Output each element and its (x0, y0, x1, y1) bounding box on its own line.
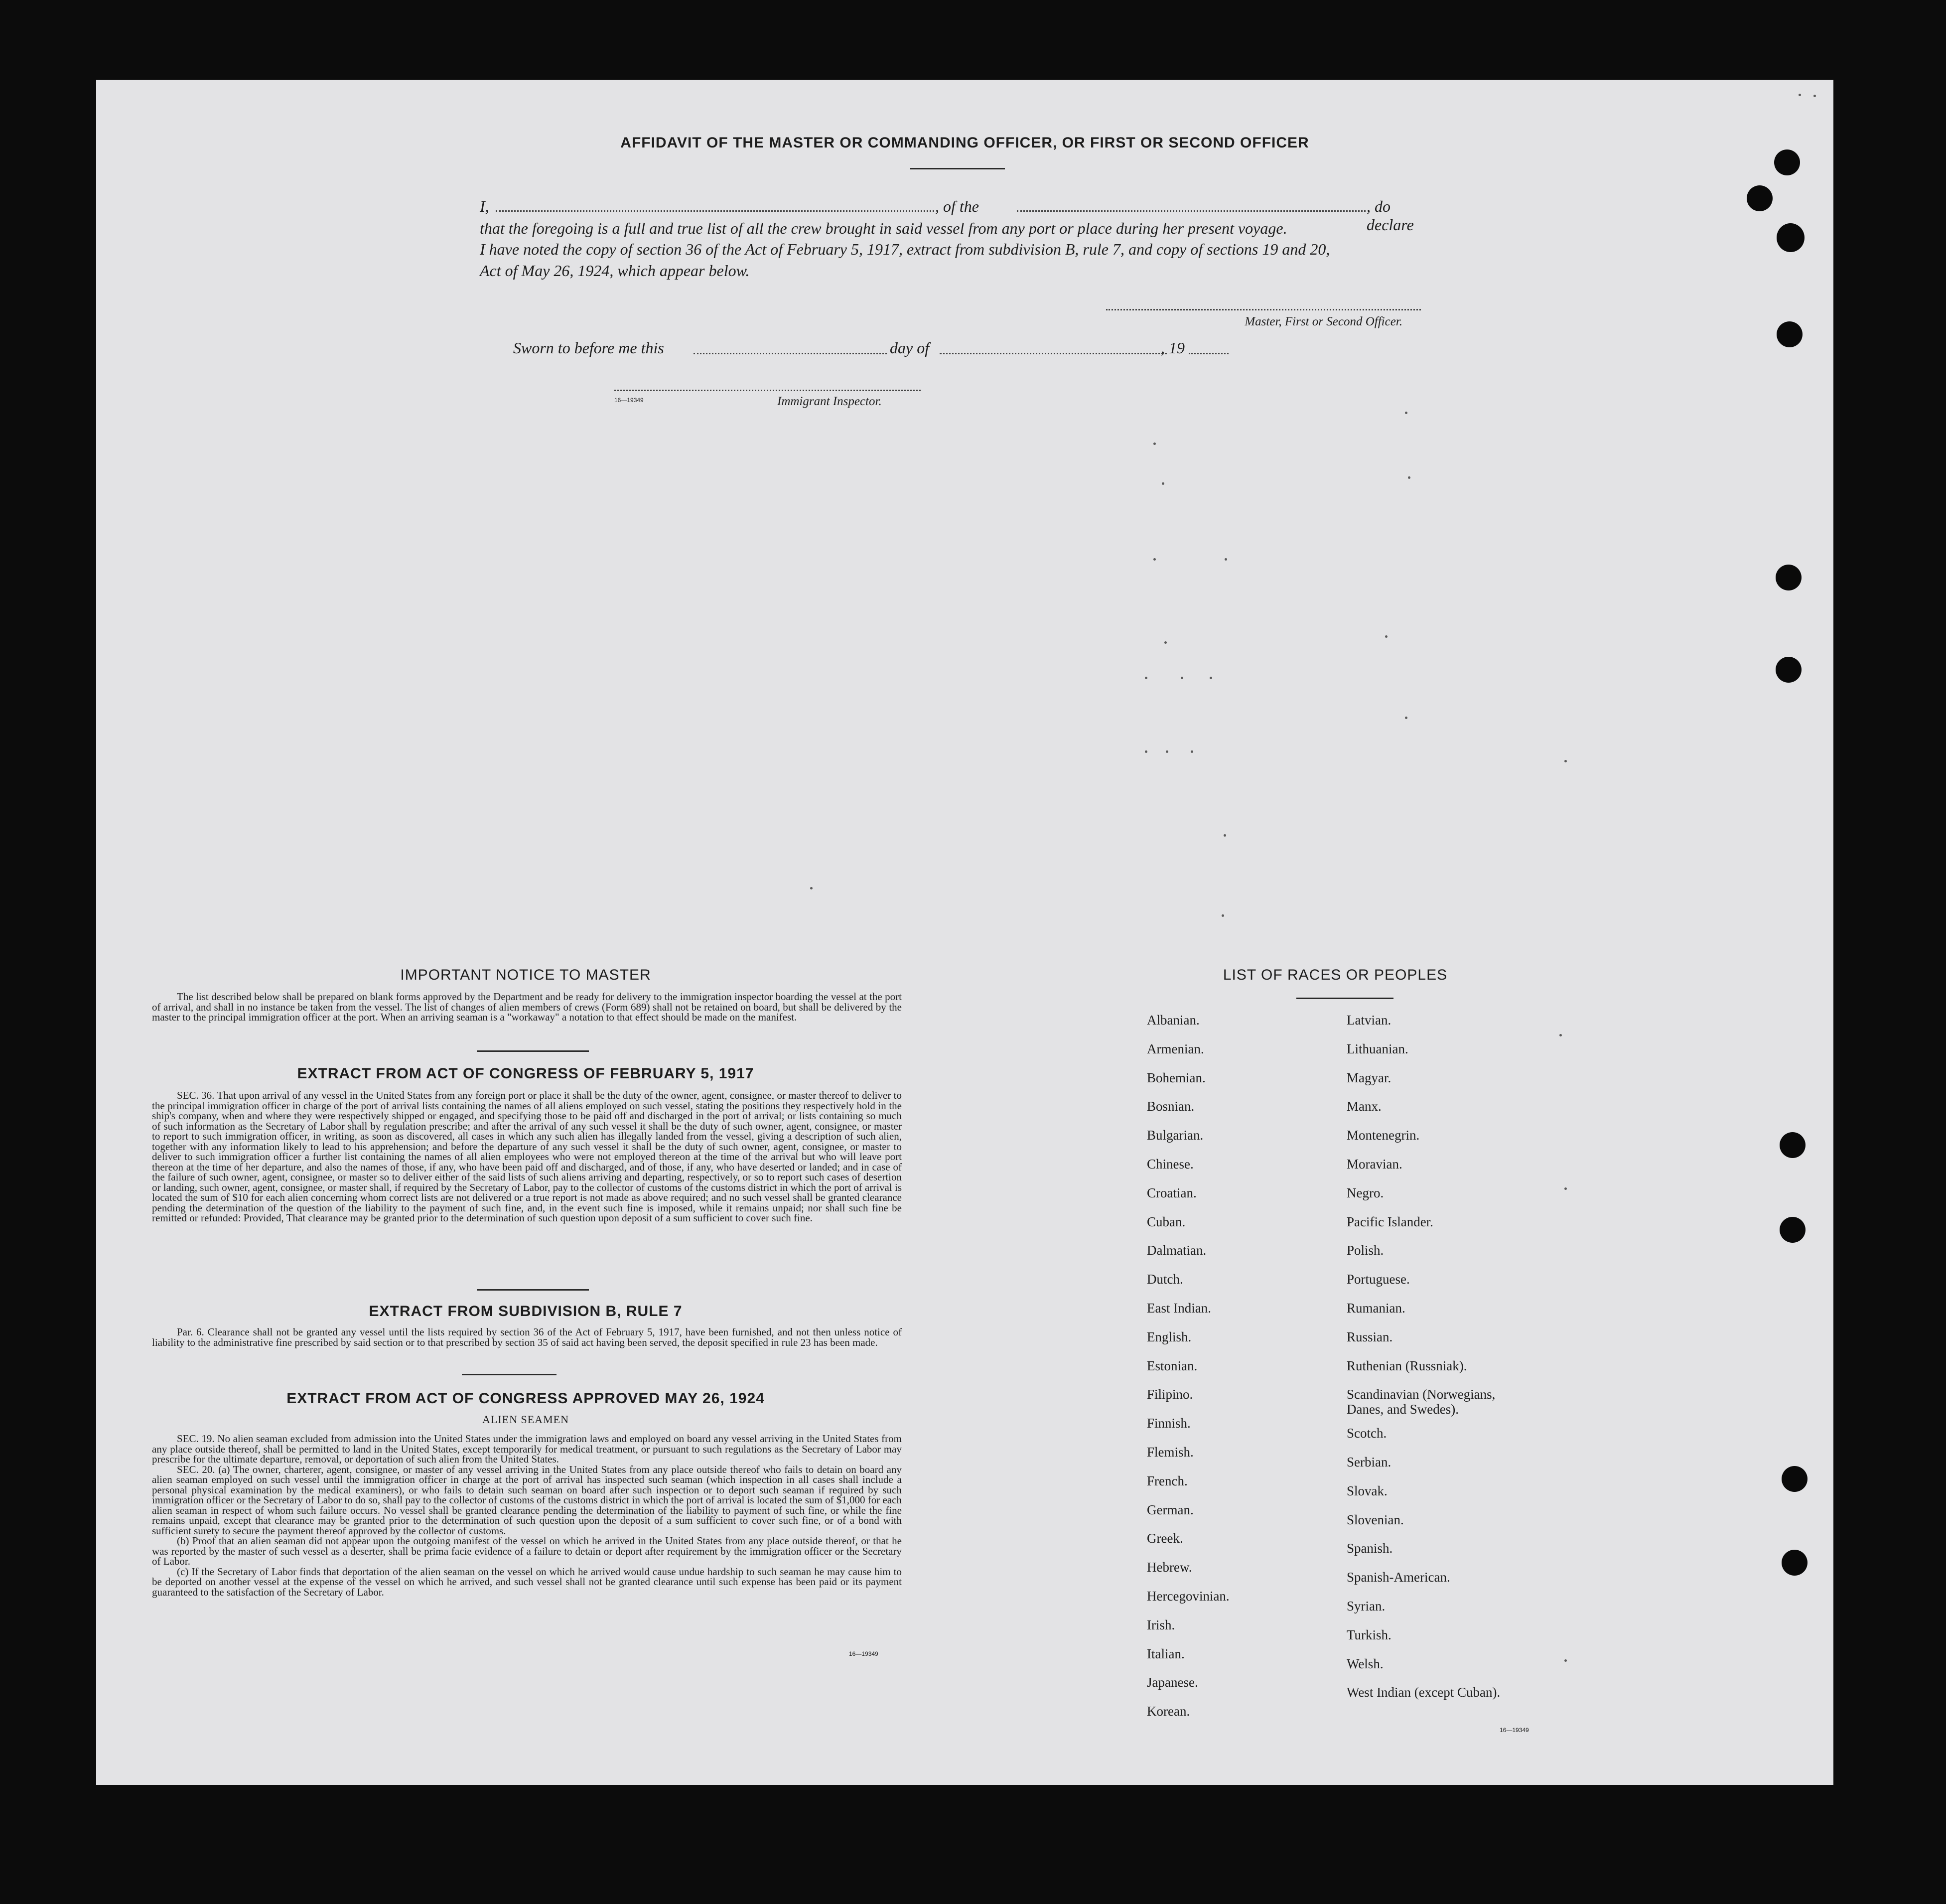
sworn-year-field[interactable] (1189, 353, 1229, 354)
race-item: Syrian. (1347, 1599, 1386, 1613)
race-item: Armenian. (1147, 1041, 1204, 1056)
notice-paragraph: The list described below shall be prepared on blank forms approved by the Department and be ready for delivery to the immigration inspector boarding the vessel at the port of arrival, and shall in no instance be taken from the vessel. The list of changes of alien members of crews (Form 689) shall not be retained on board, but shall be delivered by the master to the principal immigration officer at the port. When an arriving seaman is a "workaway" a notation to that effect should be made on the manifest. (152, 991, 902, 1023)
signature-caption: Master, First or Second Officer. (1245, 315, 1402, 328)
race-item: German. (1147, 1502, 1194, 1517)
race-item: Dalmatian. (1147, 1243, 1207, 1258)
race-item: Negro. (1347, 1185, 1384, 1200)
sworn-day-field[interactable] (694, 353, 887, 354)
subdivision-title: EXTRACT FROM SUBDIVISION B, RULE 7 (369, 1303, 683, 1319)
race-item: Manx. (1347, 1099, 1382, 1114)
race-item: Bohemian. (1147, 1070, 1206, 1085)
extract-1924-title: EXTRACT FROM ACT OF CONGRESS APPROVED MAY 26, 1924 (286, 1390, 765, 1407)
vessel-blank-field[interactable] (1017, 210, 1366, 212)
inspector-signature-field[interactable] (614, 390, 921, 391)
punch-hole (1776, 565, 1802, 590)
race-item: Russian. (1347, 1329, 1393, 1344)
race-item: Latvian. (1347, 1013, 1391, 1027)
form-number-top: 16—19349 (614, 397, 644, 404)
notice-title: IMPORTANT NOTICE TO MASTER (400, 967, 651, 983)
race-item: Ruthenian (Russniak). (1347, 1358, 1467, 1373)
race-item: Finnish. (1147, 1416, 1191, 1431)
form-number-extract: 16—19349 (849, 1650, 878, 1657)
race-item: Albanian. (1147, 1013, 1200, 1027)
section-20b-paragraph: (b) Proof that an alien seaman did not appear upon the outgoing manifest of the vessel on which he arrived in the United States from any place outside thereof, or that he was reported by the master of such vessel as a deserter, shall be prima facie evidence of a failure to detain or deport after requirement by the immigration officer or the Secretary of Labor. (152, 1535, 902, 1567)
race-item: Bulgarian. (1147, 1128, 1204, 1143)
punch-hole (1777, 321, 1803, 347)
notice-text (152, 992, 902, 1023)
form-number-races: 16—19349 (1500, 1727, 1529, 1734)
race-item: Lithuanian. (1347, 1041, 1408, 1056)
inspector-caption: Immigrant Inspector. (777, 395, 882, 408)
declaration-line-3: I have noted the copy of section 36 of the Act of February 5, 1917, extract from subdivision B, rule 7, and copy of sections 19 and 20, (480, 240, 1330, 258)
race-item: Moravian. (1347, 1157, 1402, 1172)
race-item: Scotch. (1347, 1426, 1387, 1441)
race-item: Italian. (1147, 1646, 1185, 1661)
punch-hole (1777, 223, 1805, 252)
race-item: Welsh. (1347, 1656, 1384, 1671)
race-item: Hebrew. (1147, 1560, 1192, 1575)
divider (477, 1050, 589, 1052)
race-item: West Indian (except Cuban). (1347, 1685, 1501, 1700)
race-item: East Indian. (1147, 1301, 1211, 1316)
race-item: Magyar. (1347, 1070, 1391, 1085)
declaration-i-label: I, (480, 197, 489, 215)
sworn-day-of-label: day of (890, 339, 930, 357)
race-item: Flemish. (1147, 1445, 1194, 1460)
sworn-line (513, 339, 1236, 359)
race-item: Chinese. (1147, 1157, 1194, 1172)
alien-seamen-subtitle: ALIEN SEAMEN (482, 1413, 569, 1426)
declaration-line-4: Act of May 26, 1924, which appear below. (480, 262, 750, 280)
extract-1917-text (152, 1090, 902, 1223)
punch-hole (1776, 657, 1802, 683)
declaration-line-2: that the foregoing is a full and true list of all the crew brought in said vessel from any port or place during her present voyage. (480, 219, 1287, 237)
race-item: Estonian. (1147, 1358, 1198, 1373)
par-6-paragraph: Par. 6. Clearance shall not be granted any vessel until the lists required by section 36 of the Act of February 5, 1917, have been furnished, and not then unless notice of liability to the administrative fine prescribed by said section or to that prescribed by section 35 of said act having been served, the deposit specified in rule 23 has been made. (152, 1326, 902, 1348)
race-item: Polish. (1347, 1243, 1384, 1258)
race-item: Croatian. (1147, 1185, 1197, 1200)
section-20a-paragraph: SEC. 20. (a) The owner, charterer, agent, consignee, or master of any vessel arriving in the United States from any place outside thereof who fails to detain on board any alien seaman employed on such vessel until the immigration officer in charge at the port of arrival has inspected such seaman (which inspection in all cases shall include a personal physical examination by the medical examiners), or who fails to detain such seaman on board after such inspection or to deport such seaman if required by such immigration officer or the Secretary of Labor to do so, shall pay to the collector of customs of the customs district in which the port of arrival is located the sum of $1,000 for each alien seaman in respect of whom such failure occurs. No vessel shall be granted clearance pending the determination of the liability to payment of such fine, or while the fine remains unpaid, except that clearance may be granted prior to the determination of such question upon the deposit of a sum sufficient to cover such fine, or of a bond with sufficient surety to secure the payment thereof approved by the collector of customs. (152, 1463, 902, 1537)
race-item: Japanese. (1147, 1675, 1198, 1690)
race-item: Rumanian. (1347, 1301, 1405, 1316)
race-item: Korean. (1147, 1704, 1190, 1719)
punch-hole (1782, 1550, 1807, 1576)
race-item: Turkish. (1347, 1627, 1391, 1642)
race-item: Cuban. (1147, 1214, 1186, 1229)
divider (1296, 998, 1393, 999)
race-item: Bosnian. (1147, 1099, 1195, 1114)
name-blank-field[interactable] (496, 210, 934, 212)
section-20c-paragraph: (c) If the Secretary of Labor finds that deportation of the alien seaman on the vessel on which he arrived would cause undue hardship to such seaman he may cause him to be deported on another vessel at the expense of the vessel on which he arrived, and such vessel shall not be granted clearance until such expense has been paid or its payment guaranteed to the satisfaction of the Secretary of Labor. (152, 1565, 902, 1598)
extract-1917-title: EXTRACT FROM ACT OF CONGRESS OF FEBRUARY 5, 1917 (297, 1065, 754, 1082)
race-item: Portuguese. (1347, 1272, 1410, 1287)
race-item: Dutch. (1147, 1272, 1183, 1287)
punch-hole (1747, 185, 1773, 211)
sworn-year-label: , 19 (1161, 339, 1185, 357)
punch-hole (1774, 149, 1800, 175)
sworn-month-field[interactable] (940, 353, 1167, 354)
race-item: English. (1147, 1329, 1192, 1344)
race-item: Spanish. (1347, 1541, 1393, 1556)
race-item: French. (1147, 1473, 1188, 1488)
race-item: Slovenian. (1347, 1512, 1404, 1527)
subdivision-text (152, 1327, 902, 1347)
punch-hole (1780, 1132, 1806, 1158)
race-item: Hercegovinian. (1147, 1589, 1230, 1604)
officer-signature-field[interactable] (1106, 309, 1421, 310)
race-item: Greek. (1147, 1531, 1183, 1546)
sworn-prefix: Sworn to before me this (513, 339, 664, 357)
divider (462, 1374, 556, 1375)
race-item: Serbian. (1347, 1455, 1391, 1469)
race-item: Spanish-American. (1347, 1570, 1450, 1585)
race-item: Scandinavian (Norwegians, Danes, and Swedes). (1347, 1387, 1496, 1417)
affidavit-title: AFFIDAVIT OF THE MASTER OR COMMANDING OFFICER, OR FIRST OR SECOND OFFICER (620, 135, 1309, 151)
race-item: Irish. (1147, 1617, 1175, 1632)
race-item: Slovak. (1347, 1483, 1388, 1498)
declaration-of-the-label: , of the (935, 197, 979, 215)
race-item: Filipino. (1147, 1387, 1193, 1402)
section-36-paragraph: SEC. 36. That upon arrival of any vessel in the United States from any foreign port or place it shall be the duty of the owner, agent, consignee, or master thereof to deliver to the principal immigration officer in charge of the port of arrival lists containing the names of all aliens employed on such vessel, stating the positions they respectively hold in the ship's company, when and where they were respectively shipped or engaged, and specifying those to be paid off and discharged in the port of arrival; or lists containing so much of such information as the Secretary of Labor shall by regulation prescribe; and after the arrival of any such vessel it shall be the duty of such owner, agent, consignee, or master to report to such immigration officer, in writing, as soon as discovered, all cases in which any such alien has illegally landed from the vessel, giving a description of such alien, together with any information likely to lead to his apprehension; and before the departure of any such vessel it shall be the duty of such owner, agent, consignee, or master to deliver to such immigration officer a further list containing the names of all alien employees who were not employed thereon at the time of the arrival but who will leave port thereon at the time of her departure, and also the names of those, if any, who have been paid off and discharged, and of those, if any, who have deserted or landed; and in case of the failure of such owner, agent, consignee, or master so to deliver either of the said lists of such aliens arriving and departing, respectively, or so to report such cases of desertion or landing, such owner, agent, consignee, or master shall, if required by the Secretary of Labor, pay to the collector of customs of the customs district in which the port of arrival is located the sum of $10 for each alien concerning whom correct lists are not delivered or a true report is not made as above required; and no such vessel shall be granted clearance pending the determination of the question of the liability to the payment of such fine, and, in the event such fine is imposed, while it remains unpaid; nor shall such fine be remitted or refunded: Provided, That clearance may be granted prior to the determination of such question upon deposit of a sum sufficient to cover such fine. (152, 1089, 902, 1224)
races-title: LIST OF RACES OR PEOPLES (1223, 967, 1448, 983)
race-item: Montenegrin. (1347, 1128, 1420, 1143)
declaration-do-declare-label: , do declare (1367, 197, 1414, 234)
extract-1924-text (152, 1434, 902, 1597)
race-item: Pacific Islander. (1347, 1214, 1433, 1229)
divider (477, 1289, 589, 1291)
punch-hole (1782, 1466, 1807, 1492)
punch-hole (1780, 1217, 1806, 1243)
section-19-paragraph: SEC. 19. No alien seaman excluded from admission into the United States under the immigration laws and employed on board any vessel arriving in the United States from any place outside thereof, shall be permitted to land in the United States, except temporarily for medical treatment, or pursuant to such regulations as the Secretary of Labor may prescribe for the ultimate departure, removal, or deportation of such alien from the United States. (152, 1433, 902, 1465)
title-underline (910, 168, 1005, 169)
